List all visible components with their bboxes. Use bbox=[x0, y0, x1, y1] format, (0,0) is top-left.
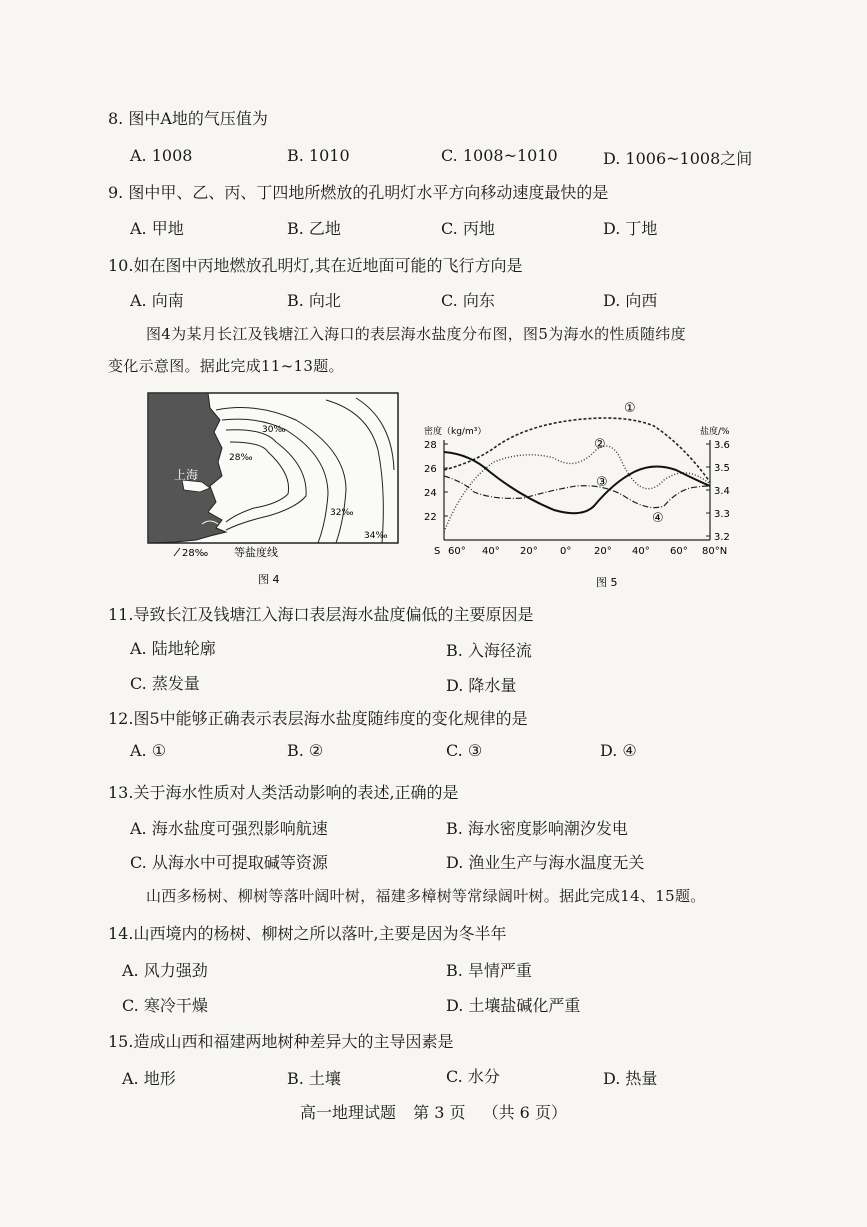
fig-intro-line2: 变化示意图。据此完成11~13题。 bbox=[108, 357, 344, 375]
fig4-city-label: 上海 bbox=[174, 468, 199, 482]
fig4-iso-label-34: 34‰ bbox=[364, 531, 388, 541]
q10-option-c[interactable]: C. 向东 bbox=[441, 291, 495, 310]
figure-5-seawater-chart bbox=[414, 392, 750, 592]
q9-option-c[interactable]: C. 丙地 bbox=[441, 219, 495, 238]
fig5-x-label-80n: 80°N bbox=[702, 546, 728, 557]
fig5-curve-label-3: ③ bbox=[596, 475, 608, 490]
fig5-x-label-40s: 40° bbox=[482, 546, 500, 557]
fig5-x-label-20s: 20° bbox=[520, 546, 538, 557]
q10-option-b[interactable]: B. 向北 bbox=[287, 291, 341, 310]
fig5-curve-2 bbox=[444, 446, 710, 532]
q9-option-d[interactable]: D. 丁地 bbox=[603, 219, 658, 238]
fig5-y-right-tick-3.2: 3.2 bbox=[714, 532, 730, 543]
q13-option-a[interactable]: A. 海水盐度可强烈影响航速 bbox=[130, 819, 328, 838]
q12-option-c[interactable]: C. ③ bbox=[446, 741, 483, 760]
q8-option-a[interactable]: A. 1008 bbox=[130, 146, 193, 165]
figure-4-salinity-map bbox=[146, 390, 402, 590]
fig5-curve-label-4: ④ bbox=[652, 511, 664, 526]
fig5-curve-4 bbox=[444, 476, 710, 508]
q8-option-c[interactable]: C. 1008~1010 bbox=[441, 146, 558, 165]
fig5-x-label-60n: 60° bbox=[670, 546, 688, 557]
fig5-y-right-tick-3.6: 3.6 bbox=[714, 440, 730, 451]
fig5-x-label-0: 0° bbox=[560, 546, 572, 557]
q12-option-d[interactable]: D. ④ bbox=[600, 741, 637, 760]
footer-page: 第 3 页 bbox=[413, 1103, 466, 1122]
fig5-y-left-tick-24: 24 bbox=[424, 488, 437, 499]
q9-option-b[interactable]: B. 乙地 bbox=[287, 219, 341, 238]
fig5-y-left-tick-28: 28 bbox=[424, 440, 437, 451]
fig5-x-label-20n: 20° bbox=[594, 546, 612, 557]
fig4-legend-text: 等盐度线 bbox=[234, 546, 278, 559]
fig4-legend-sample: 28‰ bbox=[182, 548, 209, 559]
q13-option-c[interactable]: C. 从海水中可提取碱等资源 bbox=[130, 853, 328, 872]
question-13: 13.关于海水性质对人类活动影响的表述,正确的是 bbox=[108, 783, 459, 802]
fig4-caption: 图 4 bbox=[258, 573, 280, 586]
q8-option-b[interactable]: B. 1010 bbox=[287, 146, 350, 165]
tree-intro: 山西多杨树、柳树等落叶阔叶树，福建多樟树等常绿阔叶树。据此完成14、15题。 bbox=[146, 887, 706, 905]
q9-option-a[interactable]: A. 甲地 bbox=[130, 219, 184, 238]
fig4-iso-label-32: 32‰ bbox=[330, 508, 354, 518]
q14-option-c[interactable]: C. 寒冷干燥 bbox=[122, 996, 208, 1015]
q15-option-b[interactable]: B. 土壤 bbox=[287, 1069, 341, 1088]
q15-option-a[interactable]: A. 地形 bbox=[122, 1069, 176, 1088]
q10-option-d[interactable]: D. 向西 bbox=[603, 291, 658, 310]
q8-option-d[interactable]: D. 1006~1008之间 bbox=[603, 149, 753, 168]
fig5-curve-label-1: ① bbox=[624, 401, 636, 416]
fig4-iso-label-28: 28‰ bbox=[229, 453, 253, 463]
q14-option-a[interactable]: A. 风力强劲 bbox=[122, 961, 208, 980]
fig5-x-label-60s: 60° bbox=[448, 546, 466, 557]
question-9: 9. 图中甲、乙、丙、丁四地所燃放的孔明灯水平方向移动速度最快的是 bbox=[108, 183, 609, 202]
page-footer bbox=[0, 1100, 867, 1123]
question-12: 12.图5中能够正确表示表层海水盐度随纬度的变化规律的是 bbox=[108, 709, 528, 728]
fig5-curve-label-2: ② bbox=[594, 437, 606, 452]
fig-intro-line1: 图4为某月长江及钱塘江入海口的表层海水盐度分布图，图5为海水的性质随纬度 bbox=[146, 325, 686, 343]
question-14: 14.山西境内的杨树、柳树之所以落叶,主要是因为冬半年 bbox=[108, 924, 507, 943]
fig4-iso-label-30: 30‰ bbox=[262, 425, 286, 435]
fig5-y-right-tick-3.5: 3.5 bbox=[714, 463, 730, 474]
q11-option-b[interactable]: B. 入海径流 bbox=[446, 641, 532, 660]
q11-option-c[interactable]: C. 蒸发量 bbox=[130, 674, 200, 693]
fig5-caption: 图 5 bbox=[596, 576, 618, 589]
q12-option-b[interactable]: B. ② bbox=[287, 741, 324, 760]
fig5-x-label-40n: 40° bbox=[632, 546, 650, 557]
question-8: 8. 图中A地的气压值为 bbox=[108, 109, 268, 128]
fig5-y-left-title: 密度（kg/m³） bbox=[424, 427, 487, 437]
question-11: 11.导致长江及钱塘江入海口表层海水盐度偏低的主要原因是 bbox=[108, 605, 534, 624]
fig5-y-left-tick-22: 22 bbox=[424, 512, 437, 523]
fig5-y-right-tick-3.4: 3.4 bbox=[714, 486, 730, 497]
q15-option-c[interactable]: C. 水分 bbox=[446, 1067, 500, 1086]
question-10: 10.如在图中丙地燃放孔明灯,其在近地面可能的飞行方向是 bbox=[108, 256, 523, 275]
q11-option-d[interactable]: D. 降水量 bbox=[446, 676, 517, 695]
fig5-y-left-tick-26: 26 bbox=[424, 464, 437, 475]
q10-option-a[interactable]: A. 向南 bbox=[130, 291, 184, 310]
fig5-y-right-title: 盐度/% bbox=[700, 427, 730, 437]
q13-option-d[interactable]: D. 渔业生产与海水温度无关 bbox=[446, 853, 645, 872]
q12-option-a[interactable]: A. ① bbox=[130, 741, 167, 760]
fig5-y-right-tick-3.3: 3.3 bbox=[714, 509, 730, 520]
question-15: 15.造成山西和福建两地树种差异大的主导因素是 bbox=[108, 1032, 454, 1051]
q15-option-d[interactable]: D. 热量 bbox=[603, 1069, 658, 1088]
q11-option-a[interactable]: A. 陆地轮廓 bbox=[130, 639, 216, 658]
footer-total: （共 6 页） bbox=[482, 1103, 567, 1122]
q13-option-b[interactable]: B. 海水密度影响潮汐发电 bbox=[446, 819, 628, 838]
q14-option-b[interactable]: B. 旱情严重 bbox=[446, 961, 532, 980]
q14-option-d[interactable]: D. 土壤盐碱化严重 bbox=[446, 996, 581, 1015]
fig5-curve-3 bbox=[444, 452, 710, 513]
footer-subject: 高一地理试题 bbox=[300, 1103, 397, 1122]
fig5-x-label-s: S bbox=[434, 546, 441, 557]
